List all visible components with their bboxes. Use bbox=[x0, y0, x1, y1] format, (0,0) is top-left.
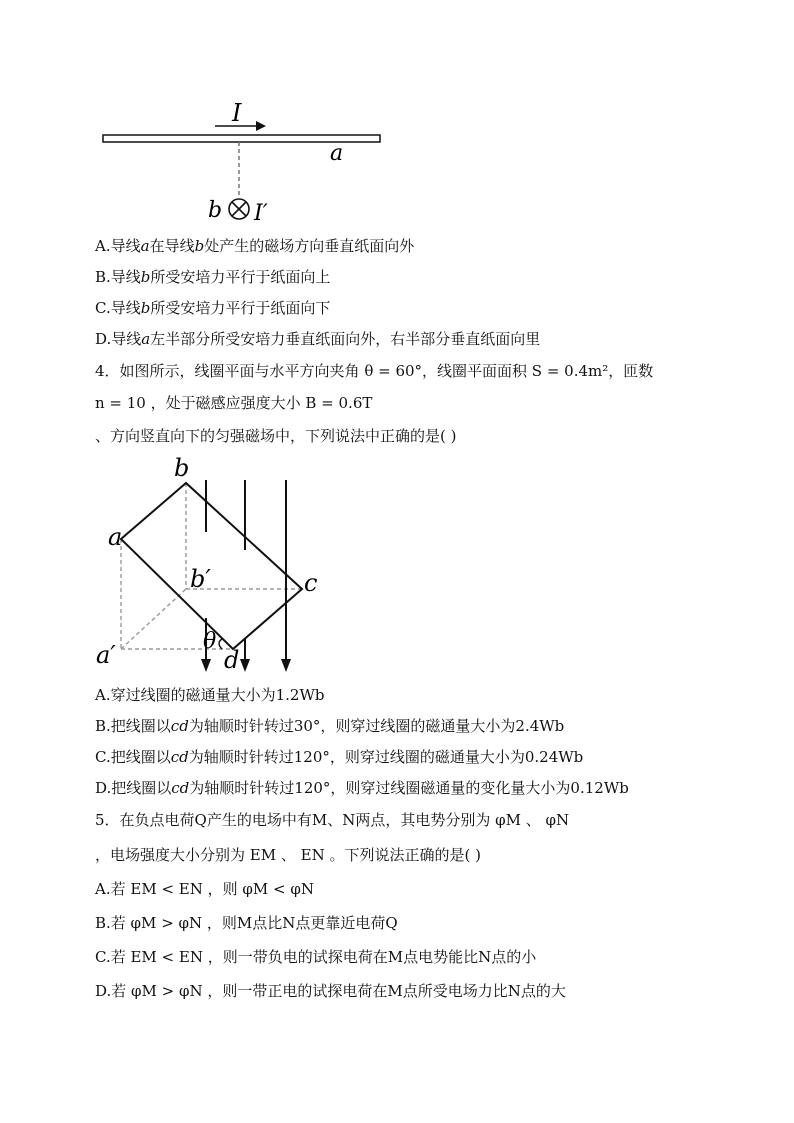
q3-c-text-1: C.导线 bbox=[95, 299, 141, 317]
label-b: b bbox=[174, 454, 190, 482]
q3-b-text-1: B.导线 bbox=[95, 268, 141, 286]
field-arrow-3 bbox=[281, 659, 291, 672]
q4-option-c bbox=[95, 747, 583, 767]
q5-stem-line-1: 5．在负点电荷Q产生的电场中有M、N两点，其电势分别为 φM 、 φN bbox=[95, 811, 570, 829]
label-b-prime: b′ bbox=[190, 565, 211, 593]
label-wire-a: a bbox=[330, 141, 344, 166]
q4-d-text-2: 为轴顺时针转过120°，则穿过线圈磁通量的变化量大小为0.12Wb bbox=[189, 779, 629, 797]
q4-c-text-2: 为轴顺时针转过120°，则穿过线圈的磁通量大小为0.24Wb bbox=[188, 748, 584, 766]
q3-d-text-2: 左半部分所受安培力垂直纸面向外，右半部分垂直纸面向里 bbox=[150, 330, 541, 348]
q4-b-text-2: 为轴顺时针转过30°，则穿过线圈的磁通量大小为2.4Wb bbox=[188, 717, 565, 735]
q3-option-c bbox=[95, 298, 330, 318]
label-wire-b: b bbox=[208, 198, 223, 223]
q4-c-text-1: C.把线圈以 bbox=[95, 748, 171, 766]
q3-b-text-2: 所受安培力平行于纸面向上 bbox=[150, 268, 331, 286]
label-theta: θ bbox=[203, 629, 217, 654]
q5-option-b: B.若 φM > φN ，则M点比N点更靠近电荷Q bbox=[95, 914, 398, 932]
q3-a-var-2: b bbox=[194, 237, 205, 255]
q3-a-text-3: 处产生的磁场方向垂直纸面向外 bbox=[204, 237, 415, 255]
figure-coil bbox=[0, 450, 794, 690]
q4-b-text-1: B.把线圈以 bbox=[95, 717, 171, 735]
dash-ap-bp bbox=[121, 589, 186, 649]
label-current-b: I′ bbox=[254, 201, 268, 226]
current-arrow-head bbox=[256, 121, 266, 131]
q5-option-c: C.若 EM < EN ，则一带负电的试探电荷在M点电势能比N点的小 bbox=[95, 948, 537, 966]
q3-d-var: a bbox=[141, 330, 151, 348]
q5-stem-line-2: ，电场强度大小分别为 EM 、 EN 。下列说法正确的是( ) bbox=[95, 846, 481, 864]
label-a-prime: a′ bbox=[96, 641, 116, 669]
field-arrow-2 bbox=[240, 659, 250, 672]
q4-option-d bbox=[95, 778, 629, 798]
label-a: a bbox=[108, 523, 123, 551]
q3-c-var: b bbox=[140, 299, 151, 317]
q3-d-text-1: D.导线 bbox=[95, 330, 142, 348]
q3-a-text-2: 在导线 bbox=[149, 237, 195, 255]
label-current-top: I bbox=[232, 99, 242, 127]
q3-a-var-1: a bbox=[140, 237, 150, 255]
q3-b-var: b bbox=[140, 268, 151, 286]
field-arrow-1 bbox=[201, 659, 211, 672]
q4-stem-line-1: 4．如图所示，线圈平面与水平方向夹角 θ = 60°，线圈平面面积 S = 0.4m²，匝数 bbox=[95, 362, 654, 380]
q3-c-text-2: 所受安培力平行于纸面向下 bbox=[150, 299, 331, 317]
q4-stem-line-2: n = 10 ，处于磁感应强度大小 B = 0.6T bbox=[95, 394, 373, 412]
figure-wires bbox=[0, 0, 794, 235]
q3-option-d bbox=[95, 329, 540, 349]
q4-d-text-1: D.把线圈以 bbox=[95, 779, 172, 797]
label-d: d bbox=[224, 646, 240, 674]
q4-b-var: cd bbox=[170, 717, 189, 735]
label-c: c bbox=[304, 569, 318, 597]
q3-option-b bbox=[95, 267, 330, 287]
q4-c-var: cd bbox=[170, 748, 189, 766]
q4-option-b bbox=[95, 716, 564, 736]
q3-a-text-1: A.导线 bbox=[95, 237, 141, 255]
q4-option-a: A.穿过线圈的磁通量大小为1.2Wb bbox=[95, 686, 325, 704]
q3-option-a bbox=[95, 236, 414, 256]
q4-d-var: cd bbox=[171, 779, 190, 797]
q5-option-a: A.若 EM < EN ，则 φM < φN bbox=[95, 880, 314, 898]
angle-arc bbox=[219, 639, 222, 649]
q5-option-d: D.若 φM > φN ，则一带正电的试探电荷在M点所受电场力比N点的大 bbox=[95, 982, 566, 1000]
q4-stem-line-3: 、方向竖直向下的匀强磁场中，下列说法中正确的是( ) bbox=[95, 427, 457, 445]
